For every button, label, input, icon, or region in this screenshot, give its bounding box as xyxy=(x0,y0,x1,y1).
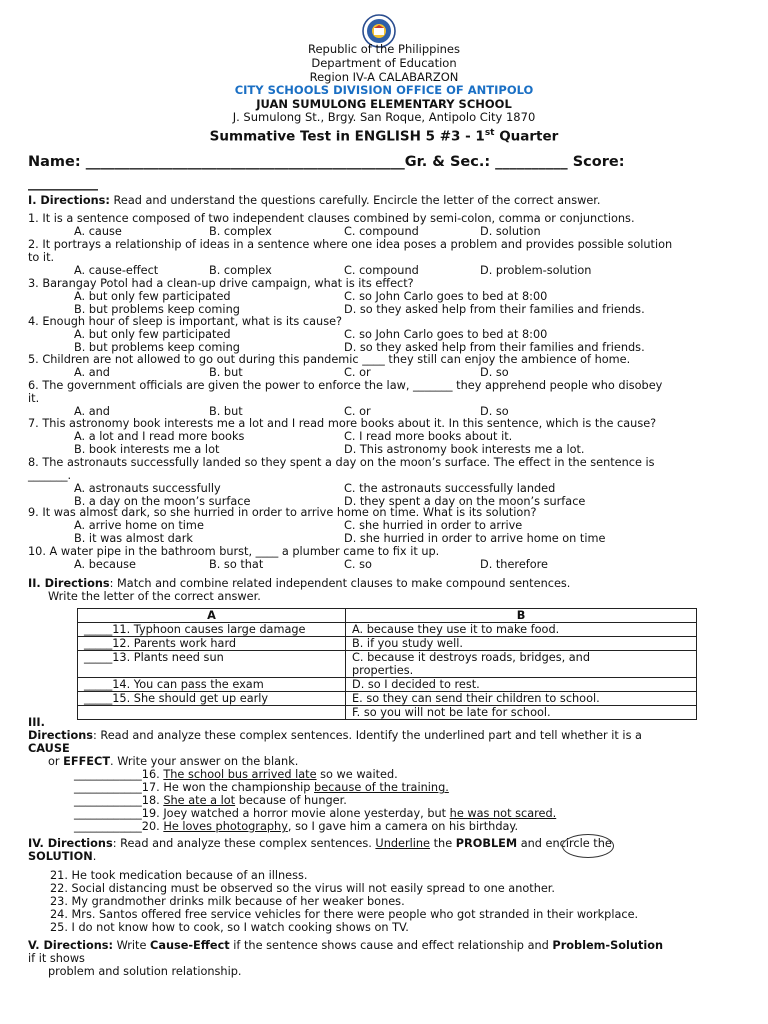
match-item-a[interactable] xyxy=(78,706,346,720)
header-republic: Republic of the Philippines xyxy=(307,42,461,56)
choice-8-d[interactable]: D. they spent a day on the moon’s surface xyxy=(344,495,586,508)
header-division: CITY SCHOOLS DIVISION OFFICE OF ANTIPOLO xyxy=(234,83,534,97)
section3-effect-line: or EFFECT. Write your answer on the blank. xyxy=(48,755,299,768)
score-blank[interactable]: __________ xyxy=(28,175,98,191)
match-option-text: F. so you will not be late for school. xyxy=(352,706,551,719)
encircle-mark xyxy=(562,834,614,858)
choice-5-a[interactable]: A. and xyxy=(74,366,110,379)
match-option-text: C. because it destroys roads, bridges, and xyxy=(352,651,591,664)
choice-2-c[interactable]: C. compound xyxy=(344,264,419,277)
answer-blank[interactable]: ____________20. xyxy=(74,820,164,833)
sentence-rest: , so I gave him a camera on his birthday. xyxy=(287,820,519,833)
match-option-text: A. because they use it to make food. xyxy=(352,623,560,636)
question-8-cont: _______. xyxy=(28,469,72,482)
name-field[interactable]: Name: ____________________________________________Gr. & Sec.: __________ Score: xyxy=(28,154,625,170)
choice-4-d[interactable]: D. so they asked help from their families and friends. xyxy=(344,341,645,354)
column-b-header: B xyxy=(346,609,697,623)
problem-solution-item-25[interactable]: 25. I do not know how to cook, so I watch cooking shows on TV. xyxy=(50,921,409,934)
match-item-b xyxy=(346,678,697,692)
choice-3-a[interactable]: A. but only few participated xyxy=(74,290,231,303)
section4-solution: SOLUTION. xyxy=(28,850,97,863)
problem-solution-item-24[interactable]: 24. Mrs. Santos offered free service vehicles for there were people who got stranded in their workplace. xyxy=(50,908,639,921)
header-department: Department of Education xyxy=(311,56,457,70)
match-item-a[interactable]: _____15. She should get up early xyxy=(78,692,346,706)
table-row xyxy=(78,692,697,706)
underlined-part: She ate a lot xyxy=(163,794,236,807)
choice-9-d[interactable]: D. she hurried in order to arrive home on time xyxy=(344,532,606,545)
choice-10-a[interactable]: A. because xyxy=(74,558,136,571)
section2-directions-2: Write the letter of the correct answer. xyxy=(48,590,261,603)
cause-effect-item-19 xyxy=(74,807,556,820)
match-option-text-cont: properties. xyxy=(352,664,414,677)
underlined-part: The school bus arrived late xyxy=(163,768,317,781)
match-option-text: D. so I decided to rest. xyxy=(352,678,480,691)
table-row xyxy=(78,678,697,692)
choice-8-c[interactable]: C. the astronauts successfully landed xyxy=(344,482,556,495)
choice-10-c[interactable]: C. so xyxy=(344,558,372,571)
problem-solution-item-23[interactable]: 23. My grandmother drinks milk because of her weaker bones. xyxy=(50,895,405,908)
cause-effect-item-17 xyxy=(74,781,449,794)
section2-directions: II. Directions: Match and combine related independent clauses to make compound sentences. xyxy=(28,577,571,590)
choice-4-a[interactable]: A. but only few participated xyxy=(74,328,231,341)
choice-8-b[interactable]: B. a day on the moon’s surface xyxy=(74,495,251,508)
answer-blank[interactable]: ____________17. He won the championship xyxy=(74,781,315,794)
question-2: 2. It portrays a relationship of ideas in a sentence where one idea poses a problem and provides possible solution xyxy=(28,238,673,251)
choice-3-d[interactable]: D. so they asked help from their families and friends. xyxy=(344,303,645,316)
cause-effect-item-20 xyxy=(74,820,518,833)
sentence-rest: so we waited. xyxy=(316,768,398,781)
matching-table xyxy=(77,608,697,720)
choice-6-c[interactable]: C. or xyxy=(344,405,371,418)
underlined-part: He loves photography xyxy=(163,820,288,833)
question-3: 3. Barangay Potol had a clean-up drive campaign, what is its effect? xyxy=(28,277,414,290)
choice-1-c[interactable]: C. compound xyxy=(344,225,419,238)
section1-directions: I. Directions: Read and understand the questions carefully. Encircle the letter of the correct answer. xyxy=(28,194,601,207)
choice-2-a[interactable]: A. cause-effect xyxy=(74,264,159,277)
choice-7-a[interactable]: A. a lot and I read more books xyxy=(74,430,245,443)
question-4: 4. Enough hour of sleep is important, what is its cause? xyxy=(28,315,343,328)
table-row xyxy=(78,623,697,637)
choice-8-a[interactable]: A. astronauts successfully xyxy=(74,482,221,495)
choice-7-b[interactable]: B. book interests me a lot xyxy=(74,443,220,456)
answer-blank[interactable]: ____________19. Joey watched a horror movie alone yesterday, but xyxy=(74,807,450,820)
match-item-a[interactable]: _____12. Parents work hard xyxy=(78,637,346,651)
choice-9-a[interactable]: A. arrive home on time xyxy=(74,519,204,532)
match-item-a[interactable]: _____14. You can pass the exam xyxy=(78,678,346,692)
section5-line3: problem and solution relationship. xyxy=(48,965,242,978)
question-9: 9. It was almost dark, so she hurried in order to arrive home on time. What is its solution? xyxy=(28,506,537,519)
question-1: 1. It is a sentence composed of two independent clauses combined by semi-colon, comma or conjunctions. xyxy=(28,212,635,225)
table-row xyxy=(78,637,697,651)
choice-9-c[interactable]: C. she hurried in order to arrive xyxy=(344,519,523,532)
choice-1-a[interactable]: A. cause xyxy=(74,225,122,238)
header-address: J. Sumulong St., Brgy. San Roque, Antipolo City 1870 xyxy=(232,110,536,124)
underlined-part: because of the training. xyxy=(314,781,449,794)
match-item-b xyxy=(346,651,697,678)
section3-directions: Directions: Read and analyze these complex sentences. Identify the underlined part and tell whether it is a xyxy=(28,729,642,742)
problem-solution-item-21[interactable]: 21. He took medication because of an illness. xyxy=(50,869,308,882)
match-item-a[interactable]: _____11. Typhoon causes large damage xyxy=(78,623,346,637)
choice-6-a[interactable]: A. and xyxy=(74,405,110,418)
match-item-b xyxy=(346,637,697,651)
question-6: 6. The government officials are given the power to enforce the law, _______ they apprehend people who disobey xyxy=(28,379,663,392)
match-option-text: E. so they can send their children to school. xyxy=(352,692,600,705)
choice-6-d[interactable]: D. so xyxy=(480,405,509,418)
match-item-b xyxy=(346,706,697,720)
match-item-a[interactable]: _____13. Plants need sun xyxy=(78,651,346,678)
section5-directions: V. Directions: Write Cause-Effect if the sentence shows cause and effect relationship and Problem-Solution xyxy=(28,939,664,952)
question-2-cont: to it. xyxy=(28,251,55,264)
choice-2-d[interactable]: D. problem-solution xyxy=(480,264,592,277)
column-a-header: A xyxy=(78,609,346,623)
section3-cause: CAUSE xyxy=(28,742,70,755)
underlined-part: he was not scared. xyxy=(449,807,557,820)
section5-line2: if it shows xyxy=(28,952,85,965)
question-8: 8. The astronauts successfully landed so they spent a day on the moon’s surface. The effect in the sentence is xyxy=(28,456,655,469)
choice-1-d[interactable]: D. solution xyxy=(480,225,541,238)
match-item-b xyxy=(346,692,697,706)
match-item-b xyxy=(346,623,697,637)
cause-effect-item-18 xyxy=(74,794,347,807)
choice-1-b[interactable]: B. complex xyxy=(209,225,272,238)
problem-solution-item-22[interactable]: 22. Social distancing must be observed so the virus will not easily spread to one another. xyxy=(50,882,556,895)
section3-number: III. xyxy=(28,716,45,729)
choice-7-c[interactable]: C. I read more books about it. xyxy=(344,430,513,443)
choice-4-c[interactable]: C. so John Carlo goes to bed at 8:00 xyxy=(344,328,548,341)
choice-5-c[interactable]: C. or xyxy=(344,366,371,379)
header-region: Region IV-A CALABARZON xyxy=(309,70,459,84)
choice-10-b[interactable]: B. so that xyxy=(209,558,264,571)
section4-directions: IV. Directions: Read and analyze these complex sentences. Underline the PROBLEM and encircle the xyxy=(28,837,612,850)
header-school: JUAN SUMULONG ELEMENTARY SCHOOL xyxy=(256,97,512,111)
answer-blank[interactable]: ____________16. xyxy=(74,768,164,781)
choice-7-d[interactable]: D. This astronomy book interests me a lot. xyxy=(344,443,585,456)
page-title: Summative Test in ENGLISH 5 #3 - 1st Quarter xyxy=(209,128,559,145)
choice-10-d[interactable]: D. therefore xyxy=(480,558,549,571)
choice-3-c[interactable]: C. so John Carlo goes to bed at 8:00 xyxy=(344,290,548,303)
choice-4-b[interactable]: B. but problems keep coming xyxy=(74,341,240,354)
cause-effect-item-16 xyxy=(74,768,398,781)
choice-3-b[interactable]: B. but problems keep coming xyxy=(74,303,240,316)
question-5: 5. Children are not allowed to go out during this pandemic ____ they still can enjoy the ambience of home. xyxy=(28,353,631,366)
choice-6-b[interactable]: B. but xyxy=(209,405,243,418)
table-row xyxy=(78,651,697,678)
choice-2-b[interactable]: B. complex xyxy=(209,264,272,277)
question-6-cont: it. xyxy=(28,392,40,405)
answer-blank[interactable]: ____________18. xyxy=(74,794,164,807)
question-10: 10. A water pipe in the bathroom burst, ____ a plumber came to fix it up. xyxy=(28,545,440,558)
sentence-rest: because of hunger. xyxy=(235,794,347,807)
table-row xyxy=(78,706,697,720)
match-option-text: B. if you study well. xyxy=(352,637,463,650)
choice-9-b[interactable]: B. it was almost dark xyxy=(74,532,193,545)
choice-5-b[interactable]: B. but xyxy=(209,366,243,379)
choice-5-d[interactable]: D. so xyxy=(480,366,509,379)
question-7: 7. This astronomy book interests me a lot and I read more books about it. In this sentence, which is the cause? xyxy=(28,417,657,430)
